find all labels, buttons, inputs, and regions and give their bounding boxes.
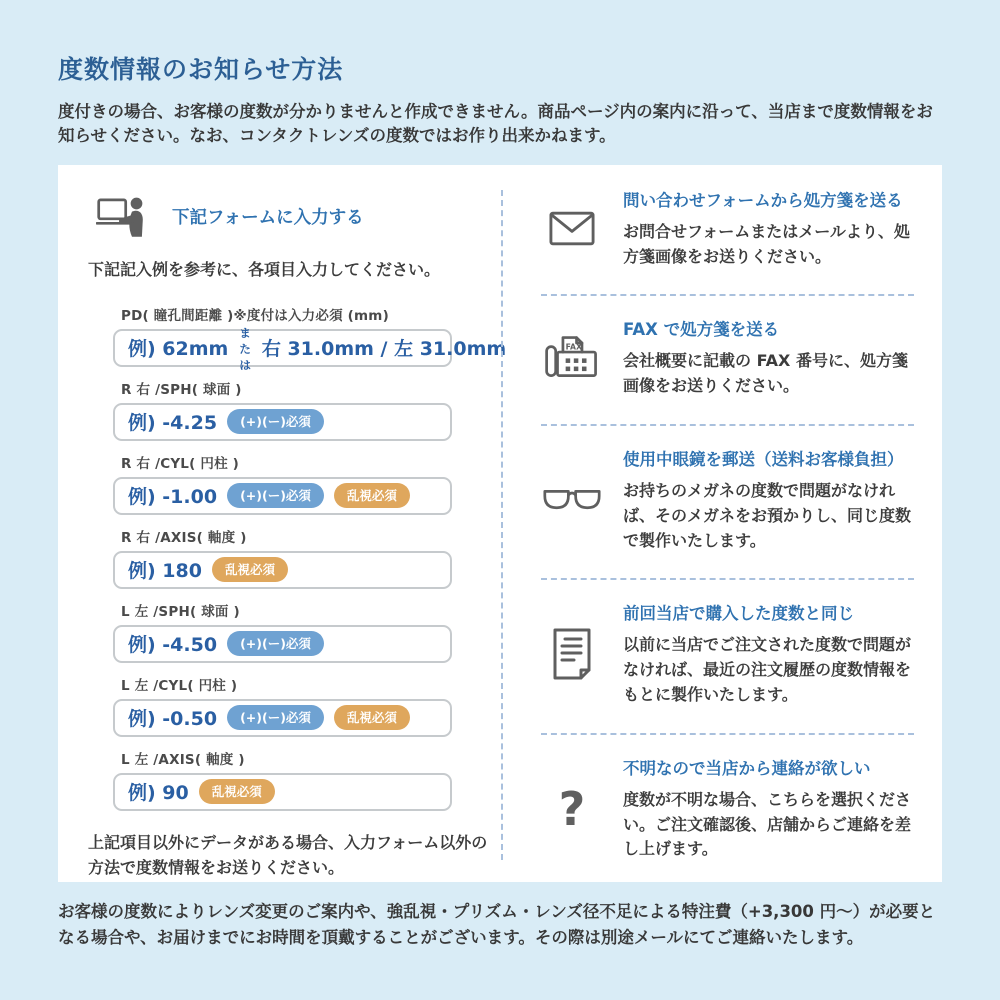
method-mail-glasses: [541, 426, 914, 580]
field-r-cyl: [113, 452, 483, 515]
field-label: L 左 /CYL( 円柱 ): [121, 677, 238, 694]
info-card: [58, 165, 942, 882]
field-label: L 左 /AXIS( 軸度 ): [121, 751, 245, 768]
method-description: 会社概要に記載の FAX 番号に、処方箋画像をお送りください。: [623, 351, 908, 396]
method-description: お問合せフォームまたはメールより、処方箋画像をお送りください。: [623, 221, 910, 266]
method-title: 問い合わせフォームから処方箋を送る: [623, 190, 903, 210]
field-label: R 右 /CYL( 円柱 ): [121, 455, 240, 472]
alternative-methods-section: [503, 165, 942, 882]
plus-minus-required-badge: (+)(ー)必須: [227, 409, 324, 434]
example-input-box: [113, 625, 452, 663]
footer-note: お客様の度数によりレンズ変更のご案内や、強乱視・プリズム・レンズ径不足による特注費（+3,300 円～）が必要となる場合や、お届けまでにお時間を頂戴することがございます。その際は別途メールにてご連絡いたします。: [58, 901, 936, 948]
plus-minus-required-badge: (+)(ー)必須: [227, 631, 324, 656]
person-at-computer-icon: [96, 195, 150, 239]
method-fax: [541, 296, 914, 426]
example-value: 例) -4.50: [128, 634, 218, 657]
intro-text: 度付きの場合、お客様の度数が分かりませんと作成できません。商品ページ内の案内に沿って、当店まで度数情報をお知らせください。なお、コンタクトレンズの度数ではお作り出来かねます。: [58, 102, 933, 145]
method-title: 使用中眼鏡を郵送（送料お客様負担）: [623, 450, 904, 470]
envelope-icon: [541, 187, 603, 270]
fax-label-text: FAX: [565, 342, 582, 352]
question-mark-icon: [541, 755, 603, 862]
form-example-section: [58, 165, 507, 882]
field-r-axis: [113, 526, 483, 589]
method-title: 不明なので当店から連絡が欲しい: [623, 758, 871, 778]
example-input-box: [113, 699, 452, 737]
example-input-box: [113, 326, 507, 373]
field-label: L 左 /SPH( 球面 ): [121, 603, 240, 620]
astigmatism-required-badge: 乱視必須: [334, 483, 410, 508]
glasses-icon: [541, 446, 603, 553]
method-description: 以前に当店でご注文された度数で問題がなければ、最近の注文履歴の度数情報をもとに製作いたします。: [623, 635, 912, 705]
astigmatism-required-badge: 乱視必須: [212, 557, 288, 582]
method-description: お持ちのメガネの度数で問題がなければ、そのメガネをお預かりし、同じ度数で製作いたします。: [623, 481, 912, 550]
example-input-box: [113, 477, 452, 515]
question-glyph: ?: [558, 781, 586, 836]
form-fields: [88, 304, 507, 811]
field-label: PD( 瞳孔間距離 )※度付は入力必須 (mm): [121, 307, 389, 324]
example-value: 例) -1.00: [128, 486, 218, 509]
method-title: FAX で処方箋を送る: [623, 320, 780, 340]
astigmatism-required-badge: 乱視必須: [199, 779, 275, 804]
document-icon: [541, 600, 603, 707]
form-extra-note: 上記項目以外にデータがある場合、入力フォーム以外の方法で度数情報をお送りください。: [88, 832, 488, 877]
method-title: 前回当店で購入した度数と同じ: [623, 604, 854, 624]
field-l-cyl: [113, 674, 483, 737]
example-value: 例) -4.25: [128, 412, 218, 435]
field-label: R 右 /SPH( 球面 ): [121, 381, 242, 398]
astigmatism-required-badge: 乱視必須: [334, 705, 410, 730]
form-section-header: [88, 195, 483, 239]
fax-icon: [541, 316, 603, 399]
method-description: 度数が不明な場合、こちらを選択ください。ご注文確認後、店舗からご連絡を差し上げます。: [623, 789, 912, 859]
field-l-sph: [113, 600, 483, 663]
method-contact-me: [541, 735, 914, 882]
field-pd: [113, 304, 507, 373]
example-value: 例) 180: [128, 560, 202, 583]
example-input-box: [113, 403, 452, 441]
example-value: 右 31.0mm / 左 31.0mm: [261, 338, 507, 361]
example-joiner: または: [239, 326, 251, 373]
method-previous-order: [541, 580, 914, 734]
page-title: 度数情報のお知らせ方法: [58, 55, 344, 84]
field-label: R 右 /AXIS( 軸度 ): [121, 529, 247, 546]
field-r-sph: [113, 378, 483, 441]
plus-minus-required-badge: (+)(ー)必須: [227, 705, 324, 730]
example-input-box: [113, 551, 452, 589]
form-section-title: 下記フォームに入力する: [172, 208, 364, 229]
example-input-box: [113, 773, 452, 811]
example-value: 例) 90: [128, 782, 189, 805]
field-l-axis: [113, 748, 483, 811]
plus-minus-required-badge: (+)(ー)必須: [227, 483, 324, 508]
example-value: 例) 62mm: [128, 338, 229, 361]
form-instructions: 下記記入例を参考に、各項目入力してください。: [88, 259, 441, 279]
method-contact-form: [541, 177, 914, 297]
example-value: 例) -0.50: [128, 708, 218, 731]
